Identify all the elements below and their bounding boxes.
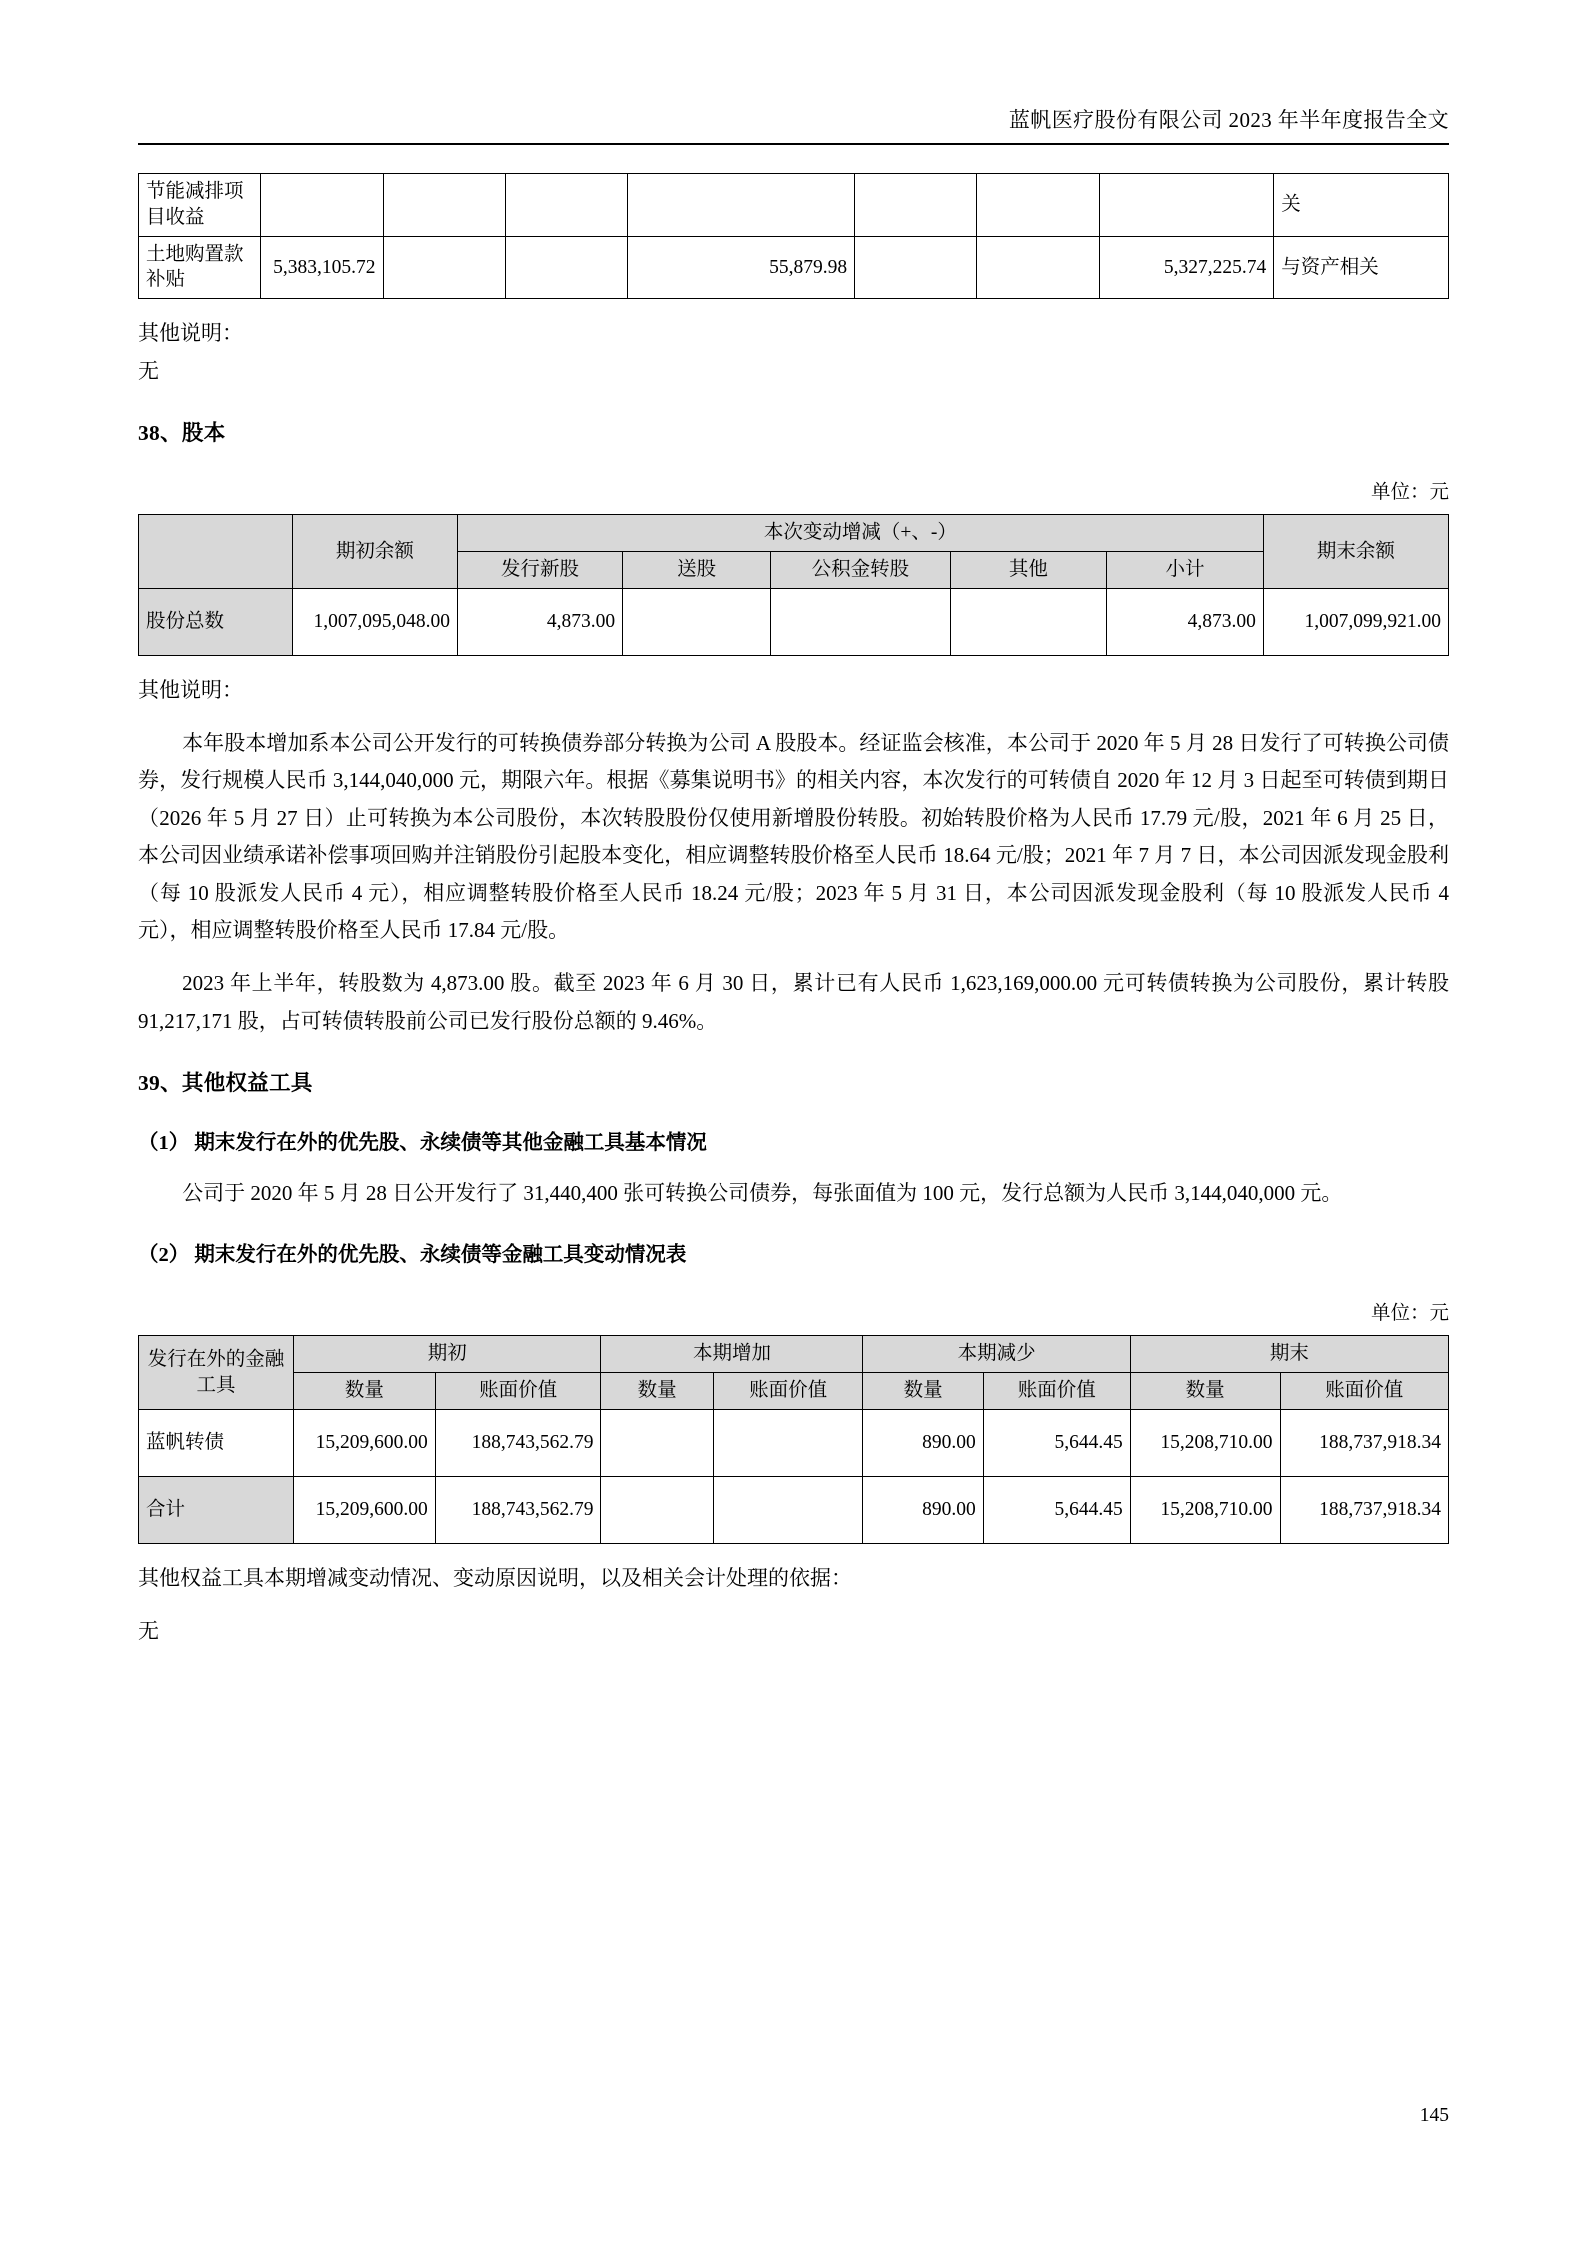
table-row [139, 1409, 1449, 1476]
cell-bonus-shares [623, 588, 771, 655]
col-group-ending: 期末 [1130, 1336, 1448, 1373]
row-label-total: 合计 [139, 1476, 294, 1543]
table-row [139, 588, 1449, 655]
table-subheader-row [139, 1373, 1449, 1410]
cell-new-shares: 4,873.00 [457, 588, 622, 655]
grant-relation: 关 [1274, 174, 1449, 236]
cell-increase-quantity [601, 1476, 713, 1543]
cell-begin-value: 188,743,562.79 [435, 1409, 601, 1476]
grant-cell: 55,879.98 [628, 236, 855, 298]
cell-subtotal: 4,873.00 [1107, 588, 1264, 655]
unit-label-share-capital: 单位：元 [1370, 482, 1449, 504]
cell-beginning-balance: 1,007,095,048.00 [292, 588, 457, 655]
cell-end-quantity: 15,208,710.00 [1130, 1476, 1280, 1543]
col-beginning-balance: 期初余额 [292, 515, 457, 588]
table-row [139, 1476, 1449, 1543]
cell-increase-quantity [601, 1409, 713, 1476]
table-row [139, 174, 1449, 236]
grant-cell [383, 174, 505, 236]
col-begin-quantity: 数量 [294, 1373, 436, 1410]
page-header-title: 蓝帆医疗股份有限公司 2023 年半年度报告全文 [1008, 108, 1449, 132]
cell-begin-quantity: 15,209,600.00 [294, 1476, 436, 1543]
col-subtotal: 小计 [1107, 552, 1264, 589]
col-increase-value: 账面价值 [713, 1373, 863, 1410]
col-decrease-quantity: 数量 [863, 1373, 983, 1410]
grant-item-name: 土地购置款补贴 [139, 236, 261, 298]
grant-cell [628, 174, 855, 236]
section-38-heading: 38、股本 [138, 420, 226, 445]
cell-decrease-value: 5,644.45 [983, 1476, 1130, 1543]
grant-cell [505, 236, 627, 298]
grant-item-name: 节能减排项目收益 [139, 174, 261, 236]
section-39-sub1-paragraph: 公司于 2020 年 5 月 28 日公开发行了 31,440,400 张可转换公司债券，每张面值为 100 元，发行总额为人民币 3,144,040,000 元。 [182, 1181, 1343, 1206]
cell-end-value: 188,737,918.34 [1280, 1476, 1448, 1543]
cell-decrease-value: 5,644.45 [983, 1409, 1130, 1476]
col-decrease-value: 账面价值 [983, 1373, 1130, 1410]
table-row [139, 236, 1449, 298]
row-label-total-shares: 股份总数 [139, 588, 293, 655]
section-38-paragraph-1: 本年股本增加系本公司公开发行的可转换债券部分转换为公司 A 股股本。经证监会核准，本公司于 2020 年 5 月 28 日发行了可转换公司债券，发行规模人民币 3,144,040,000 元，期限六年。根据《募集说明书》的相关内容，本次发行的可转债自 2020 年 12 月 3 日起至可转债到期日（2026 年 5 月 27 日）止可转换为本公司股份，本次转股股份仅使用新增股份转股。初始转股价格为人民币 17.79 元/股，2021 年 6 月 25 日，本公司因业绩承诺补偿事项回购并注销股份引起股本变化，相应调整转股价格至人民币 18.64 元/股；2021 年 7 月 7 日，本公司因派发现金股利（每 10 股派发人民币 4 元），相应调整转股价格至人民币 18.24 元/股；2023 年 5 月 31 日，本公司因派发现金股利（每 10 股派发人民币 4 元），相应调整转股价格至人民币 17.84 元/股。 [138, 731, 1449, 942]
page-header [138, 0, 1449, 133]
col-change-group: 本次变动增减（+、-） [457, 515, 1263, 552]
unit-label-equity-instruments: 单位：元 [1370, 1303, 1449, 1325]
share-capital-table [138, 514, 1449, 655]
cell-begin-quantity: 15,209,600.00 [294, 1409, 436, 1476]
col-other: 其他 [950, 552, 1107, 589]
cell-begin-value: 188,743,562.79 [435, 1476, 601, 1543]
grant-relation: 与资产相关 [1274, 236, 1449, 298]
share-table-corner [139, 515, 293, 588]
col-increase-quantity: 数量 [601, 1373, 713, 1410]
col-end-quantity: 数量 [1130, 1373, 1280, 1410]
table-header-row [139, 1336, 1449, 1373]
grant-cell [261, 174, 383, 236]
section-39-sub1-heading: （1） 期末发行在外的优先股、永续债等其他金融工具基本情况 [138, 1131, 707, 1154]
section-39-heading: 39、其他权益工具 [138, 1071, 313, 1096]
section-38-paragraph-2: 2023 年上半年，转股数为 4,873.00 股。截至 2023 年 6 月 30 日，累计已有人民币 1,623,169,000.00 元可转债转换为公司股份，累计转股 91,217,171 股，占可转债转股前公司已发行股份总额的 9.46%。 [138, 971, 1449, 1033]
col-end-value: 账面价值 [1280, 1373, 1448, 1410]
section-39-footer-value: 无 [138, 1619, 159, 1644]
equity-instruments-table [138, 1335, 1449, 1543]
col-bonus-shares: 送股 [623, 552, 771, 589]
col-new-shares: 发行新股 [457, 552, 622, 589]
section-39-sub2-heading: （2） 期末发行在外的优先股、永续债等金融工具变动情况表 [138, 1243, 687, 1266]
section-38-other-note-label: 其他说明： [138, 677, 243, 702]
cell-increase-value [713, 1409, 863, 1476]
grant-cell: 5,383,105.72 [261, 236, 383, 298]
grant-cell [383, 236, 505, 298]
col-group-decrease: 本期减少 [863, 1336, 1130, 1373]
row-label-instrument: 蓝帆转债 [139, 1409, 294, 1476]
col-instrument-name: 发行在外的金融工具 [139, 1336, 294, 1409]
cell-increase-value [713, 1476, 863, 1543]
section-39-footer-label: 其他权益工具本期增减变动情况、变动原因说明，以及相关会计处理的依据： [138, 1565, 852, 1590]
other-note-label: 其他说明： [138, 321, 243, 346]
col-group-increase: 本期增加 [601, 1336, 863, 1373]
col-begin-value: 账面价值 [435, 1373, 601, 1410]
grant-cell [855, 174, 977, 236]
grant-cell [1099, 174, 1274, 236]
grant-cell: 5,327,225.74 [1099, 236, 1274, 298]
col-reserve-conversion: 公积金转股 [771, 552, 950, 589]
header-divider [138, 143, 1449, 145]
cell-end-quantity: 15,208,710.00 [1130, 1409, 1280, 1476]
col-group-beginning: 期初 [294, 1336, 601, 1373]
col-ending-balance: 期末余额 [1263, 515, 1448, 588]
government-grants-table-continued [138, 173, 1449, 299]
table-header-row [139, 515, 1449, 552]
cell-end-value: 188,737,918.34 [1280, 1409, 1448, 1476]
cell-decrease-quantity: 890.00 [863, 1476, 983, 1543]
cell-other [950, 588, 1107, 655]
cell-reserve-conversion [771, 588, 950, 655]
grant-cell [855, 236, 977, 298]
cell-decrease-quantity: 890.00 [863, 1409, 983, 1476]
grant-cell [977, 236, 1099, 298]
other-note-value: 无 [138, 358, 159, 383]
page-number: 145 [1419, 2105, 1449, 2126]
cell-ending-balance: 1,007,099,921.00 [1263, 588, 1448, 655]
grant-cell [977, 174, 1099, 236]
grant-cell [505, 174, 627, 236]
